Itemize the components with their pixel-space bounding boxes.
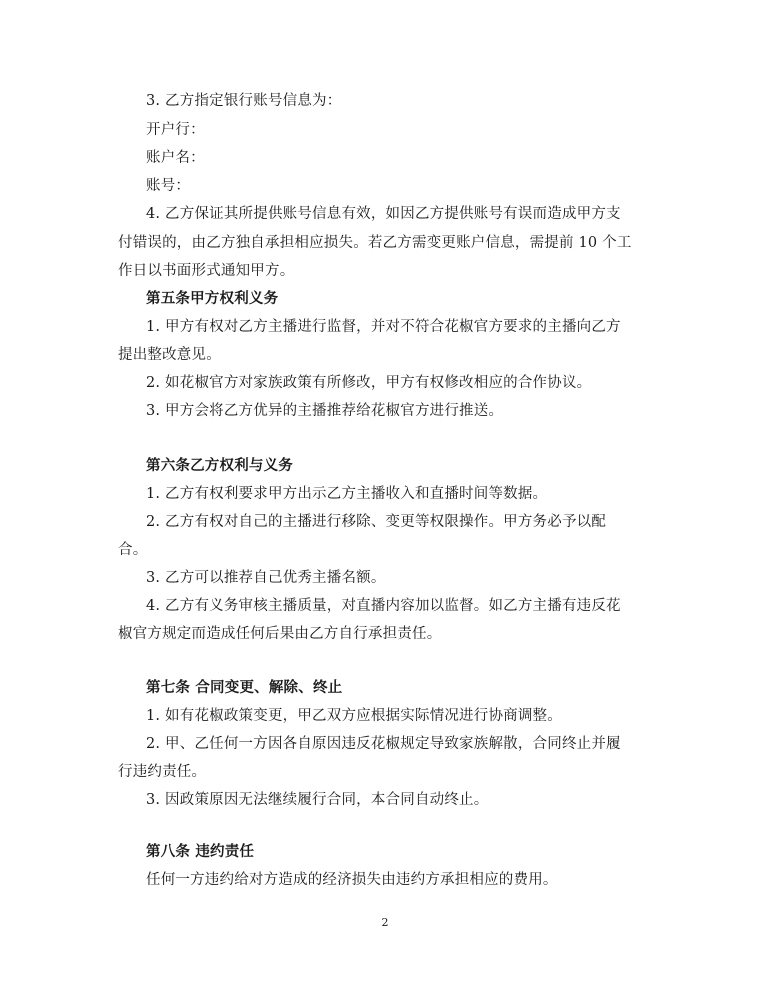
section-6-item-3: 3. 乙方可以推荐自己优秀主播名额。 xyxy=(146,570,386,586)
account-number-label: 账号： xyxy=(146,178,191,194)
account-guarantee-line-1: 4. 乙方保证其所提供账号信息有效，如因乙方提供账号有误而造成甲方支 xyxy=(146,206,621,222)
bank-info-item: 3. 乙方指定银行账号信息为： xyxy=(146,93,342,109)
page-number: 2 xyxy=(381,916,389,929)
section-7-heading: 第七条 合同变更、解除、终止 xyxy=(146,679,343,696)
section-5-item-1-line-2: 提出整改意见。 xyxy=(118,347,221,363)
section-5-item-2: 2. 如花椒官方对家族政策有所修改，甲方有权修改相应的合作协议。 xyxy=(146,375,592,391)
section-5-item-1-line-1: 1. 甲方有权对乙方主播进行监督，并对不符合花椒官方要求的主播向乙方 xyxy=(146,319,621,335)
section-6-heading: 第六条乙方权利与义务 xyxy=(146,457,293,474)
section-5-heading: 第五条甲方权利义务 xyxy=(146,290,279,307)
bank-label: 开户行： xyxy=(146,122,205,138)
section-7-item-2-line-2: 行违约责任。 xyxy=(118,764,207,780)
section-6-item-4-line-1: 4. 乙方有义务审核主播质量，对直播内容加以监督。如乙方主播有违反花 xyxy=(146,598,621,614)
section-6-item-2-line-2: 合。 xyxy=(118,542,148,558)
section-6-item-4-line-2: 椒官方规定而造成任何后果由乙方自行承担责任。 xyxy=(118,626,442,642)
section-6-item-1: 1. 乙方有权利要求甲方出示乙方主播收入和直播时间等数据。 xyxy=(146,486,548,502)
account-name-label: 账户名： xyxy=(146,150,205,166)
section-6-item-2-line-1: 2. 乙方有权对自己的主播进行移除、变更等权限操作。甲方务必予以配 xyxy=(146,514,607,530)
account-guarantee-line-2: 付错误的，由乙方独自承担相应损失。若乙方需变更账户信息，需提前 10 个工 xyxy=(118,235,632,251)
account-guarantee-line-3: 作日以书面形式通知甲方。 xyxy=(118,263,295,279)
section-7-item-1: 1. 如有花椒政策变更，甲乙双方应根据实际情况进行协商调整。 xyxy=(146,708,562,724)
section-5-item-3: 3. 甲方会将乙方优异的主播推荐给花椒官方进行推送。 xyxy=(146,403,504,419)
section-7-item-2-line-1: 2. 甲、乙任何一方因各自原因违反花椒规定导致家族解散，合同终止并履 xyxy=(146,736,621,752)
section-8-text: 任何一方违约给对方造成的经济损失由违约方承担相应的费用。 xyxy=(146,872,558,888)
section-7-item-3: 3. 因政策原因无法继续履行合同，本合同自动终止。 xyxy=(146,792,489,808)
section-8-heading: 第八条 违约责任 xyxy=(146,843,255,860)
